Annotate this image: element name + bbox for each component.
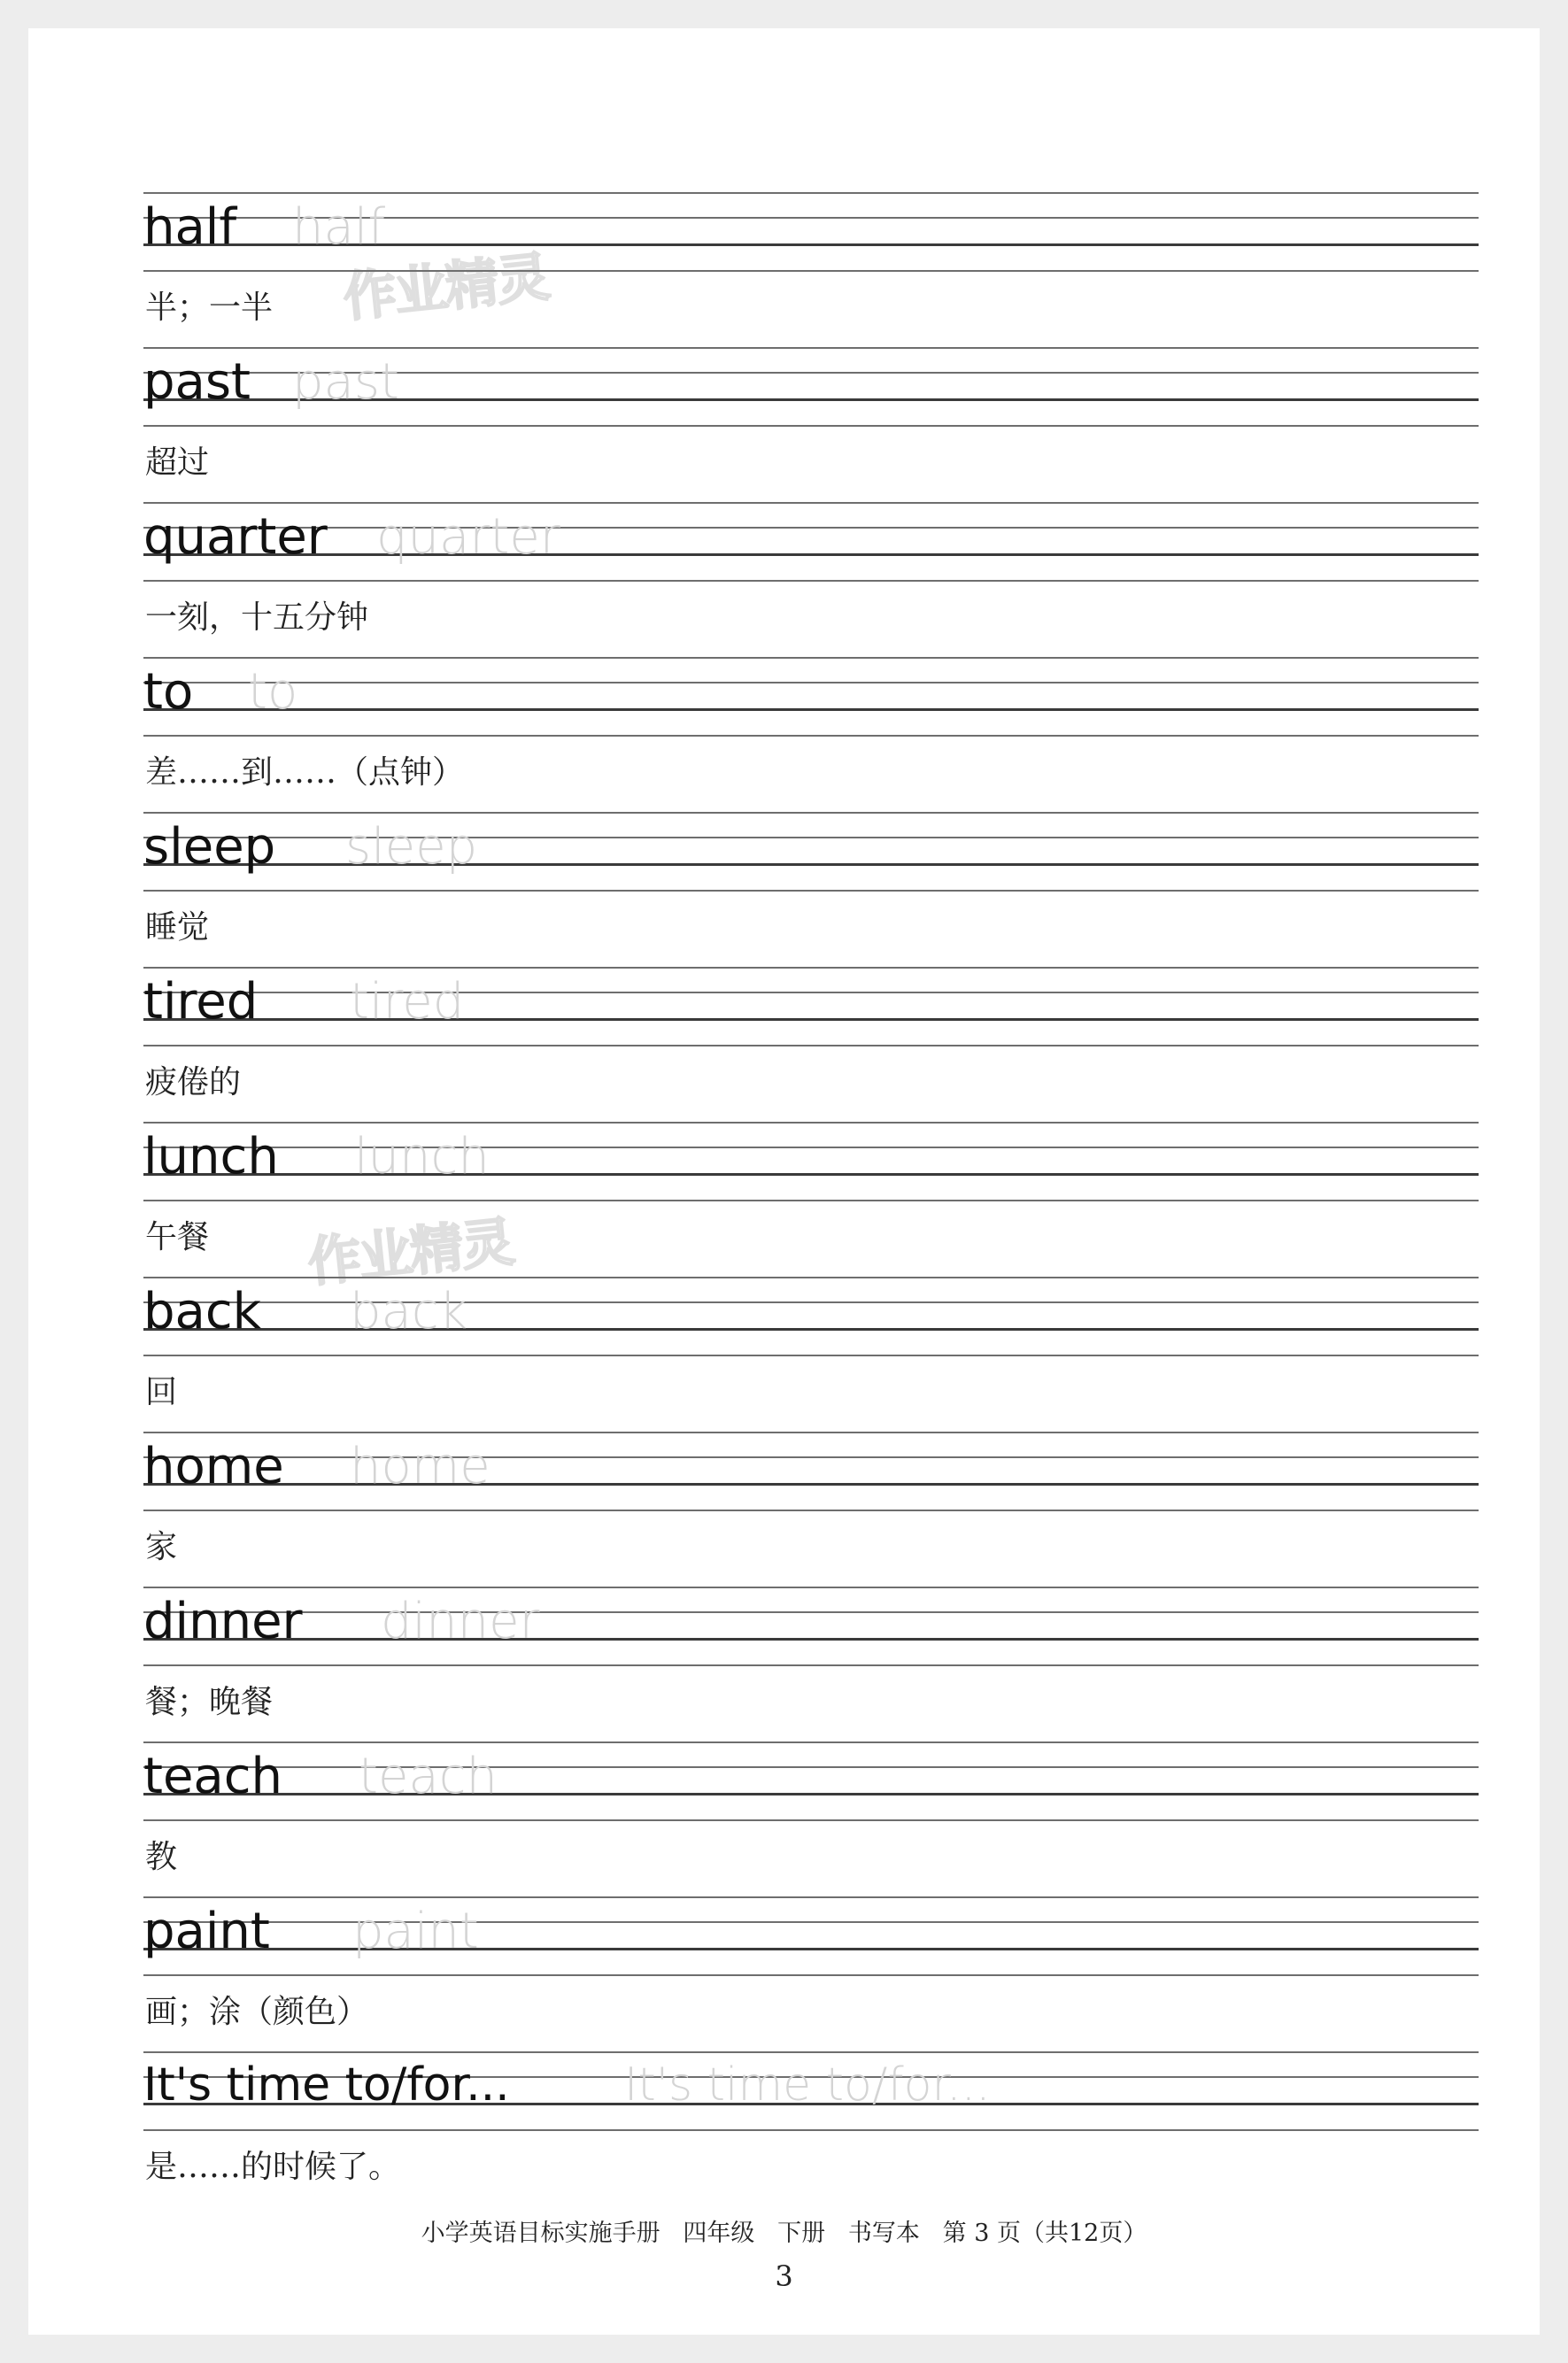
vocab-entry [115, 338, 1479, 493]
vocab-word: tired [143, 973, 259, 1031]
vocab-meaning: 画；涂（颜色） [145, 1994, 369, 2030]
vocab-meaning: 午餐 [145, 1219, 210, 1255]
vocab-entry [115, 648, 1479, 803]
vocab-entry [115, 1578, 1479, 1733]
writing-lines [143, 657, 1479, 736]
vocab-entry [115, 1733, 1479, 1888]
vocab-entry [115, 803, 1479, 958]
tracing-word: sleep [345, 818, 478, 876]
writing-lines [143, 1277, 1479, 1355]
vocab-meaning: 教 [145, 1839, 178, 1875]
tracing-word: quarter [376, 508, 560, 566]
vocab-word: past [143, 353, 251, 411]
tracing-word: tired [350, 973, 465, 1031]
page-number: 3 [775, 2259, 793, 2293]
vocab-meaning: 差……到……（点钟） [145, 754, 465, 791]
vocab-entry [115, 493, 1479, 648]
vocab-phrase: It's time to/for... [143, 2058, 510, 2112]
vocab-meaning: 疲倦的 [145, 1064, 242, 1100]
vocab-meaning: 餐；晚餐 [145, 1684, 274, 1720]
vocab-entry [115, 958, 1479, 1113]
writing-lines [143, 1432, 1479, 1510]
vocab-meaning: 家 [145, 1529, 178, 1565]
writing-lines [143, 1896, 1479, 1975]
vocab-word: dinner [143, 1593, 303, 1650]
writing-lines [143, 1587, 1479, 1665]
vocab-meaning: 回 [145, 1374, 178, 1410]
vocab-word: quarter [143, 508, 328, 566]
vocab-entry [115, 183, 1479, 338]
vocab-word: to [143, 663, 194, 721]
tracing-word: dinner [381, 1593, 540, 1650]
tracing-word: half [292, 198, 386, 256]
vocab-entry [115, 1888, 1479, 2043]
tracing-word: lunch [354, 1128, 490, 1185]
tracing-word: past [292, 353, 399, 411]
tracing-phrase: It's time to/for... [624, 2058, 991, 2112]
writing-lines [143, 967, 1479, 1046]
vocab-word: sleep [143, 818, 276, 876]
vocab-word: teach [143, 1748, 283, 1805]
tracing-word: paint [352, 1903, 479, 1960]
vocab-word: home [143, 1438, 284, 1495]
vocab-word: back [143, 1283, 262, 1340]
vocab-meaning: 超过 [145, 444, 210, 481]
vocab-entry [115, 1268, 1479, 1423]
vocab-word: half [143, 198, 237, 256]
page-footer: 小学英语目标实施手册 四年级 下册 书写本 第 3 页（共12页） [421, 2220, 1147, 2247]
watermark: 作业精灵 [340, 246, 552, 329]
watermark: 作业精灵 [305, 1211, 516, 1294]
vocab-meaning: 半；一半 [145, 290, 274, 326]
vocab-entry [115, 1423, 1479, 1578]
vocab-meaning: 睡觉 [145, 909, 210, 946]
vocab-word: lunch [143, 1128, 279, 1185]
tracing-word: teach [359, 1748, 498, 1805]
worksheet-page [28, 28, 1540, 2335]
vocab-word: paint [143, 1903, 270, 1960]
writing-lines [143, 502, 1479, 581]
writing-lines [143, 1122, 1479, 1201]
tracing-word: to [248, 663, 298, 721]
vocab-meaning: 是……的时候了。 [145, 2149, 401, 2185]
writing-lines [143, 812, 1479, 891]
tracing-word: back [350, 1283, 468, 1340]
tracing-word: home [350, 1438, 490, 1495]
vocab-entry [115, 1113, 1479, 1268]
vocab-meaning: 一刻，十五分钟 [145, 599, 369, 636]
writing-lines [143, 1741, 1479, 1820]
vocab-entry [115, 2043, 1479, 2197]
